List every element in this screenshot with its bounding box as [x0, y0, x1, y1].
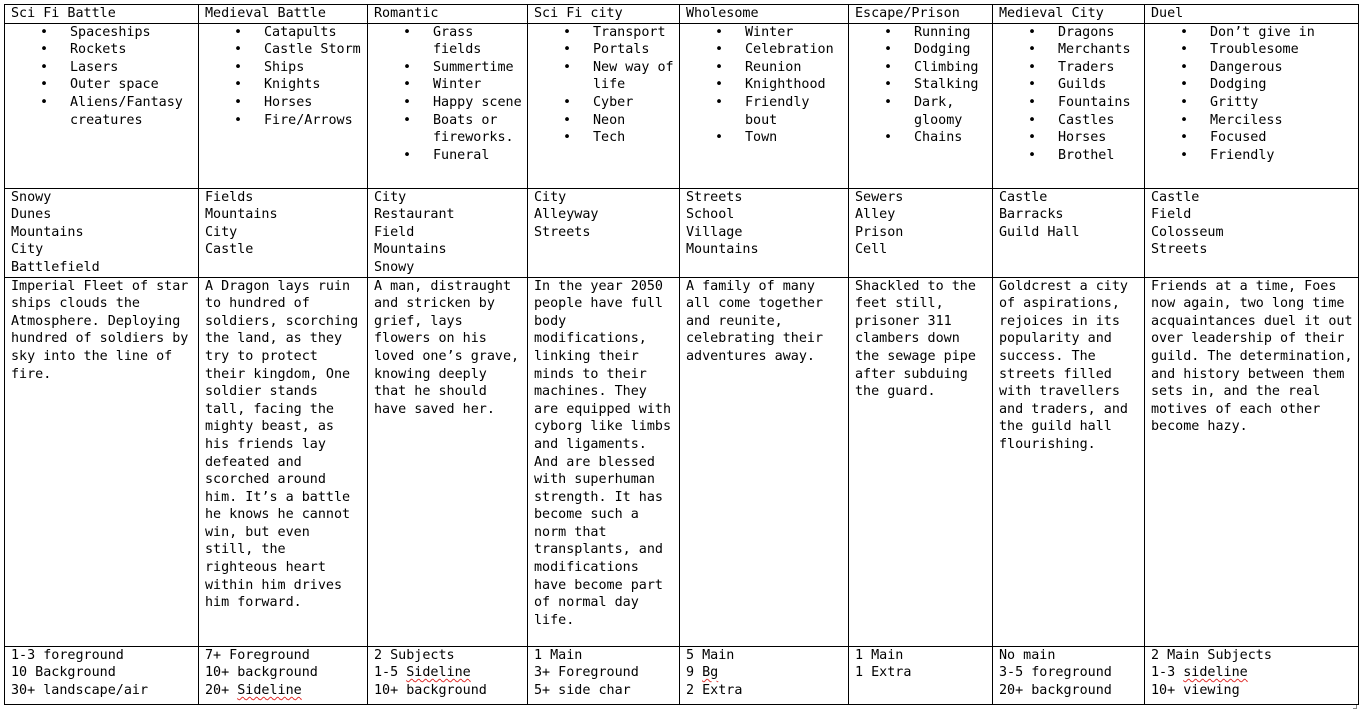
cell-line: Alley: [855, 207, 896, 223]
keywords-cell[interactable]: [368, 23, 528, 188]
bullet-item: • Portals: [534, 41, 675, 59]
cell-line: City: [205, 224, 238, 240]
column-header[interactable]: Romantic: [368, 5, 528, 24]
description-cell[interactable]: Shackled to the feet still, prisoner 311 clambers down the sewage pipe after subduing the guard.: [849, 277, 993, 646]
bullet-item: • Don’t give in: [1151, 24, 1354, 42]
bullet-item: • Friendly: [1151, 147, 1354, 165]
description-cell[interactable]: A family of many all come together and reunite, celebrating their adventures away.: [680, 277, 849, 646]
bullet-item: • Winter: [374, 76, 523, 94]
cell-line: City: [11, 242, 44, 258]
column-header[interactable]: Medieval City: [993, 5, 1145, 24]
column-header[interactable]: Sci Fi city: [528, 5, 680, 24]
bullet-item: • Lasers: [11, 59, 194, 77]
cell-line: Cell: [855, 242, 888, 258]
bullet-item: • Friendly bout: [686, 94, 844, 129]
cell-line: Restaurant: [374, 207, 455, 223]
keywords-cell[interactable]: [849, 23, 993, 188]
cell-line: Streets: [534, 224, 591, 240]
bullet-item: • Catapults: [205, 24, 363, 42]
bullet-item: • Dodging: [1151, 76, 1354, 94]
column-header[interactable]: Wholesome: [680, 5, 849, 24]
bullet-item: • Knights: [205, 76, 363, 94]
description-cell[interactable]: Imperial Fleet of star ships clouds the Atmosphere. Deploying hundred of soldiers by sky into the line of fire.: [5, 277, 199, 646]
bullet-item: • Gritty: [1151, 94, 1354, 112]
bullet-item: • Summertime: [374, 59, 523, 77]
bullet-item: • Ships: [205, 59, 363, 77]
keyword-list: [205, 24, 363, 130]
column-header[interactable]: Duel: [1145, 5, 1359, 24]
bullet-item: • Merciless: [1151, 112, 1354, 130]
cell-line: 9 Bg: [686, 665, 719, 681]
cell-line: Mountains: [11, 224, 84, 240]
cell-line: 10+ background: [205, 665, 318, 681]
bullet-item: • Focused: [1151, 129, 1354, 147]
keywords-cell[interactable]: [528, 23, 680, 188]
keyword-list: [11, 24, 194, 130]
counts-cell[interactable]: [680, 646, 849, 704]
locations-cell[interactable]: [199, 188, 368, 277]
keywords-cell[interactable]: [199, 23, 368, 188]
cell-line: 1 Extra: [855, 665, 912, 681]
page-corner-mark: [1353, 705, 1357, 709]
keyword-list: [686, 24, 844, 147]
cell-line: 1-3 sideline: [1151, 665, 1248, 681]
cell-line: Streets: [1151, 242, 1208, 258]
bullet-item: • Brothel: [999, 147, 1140, 165]
description-cell[interactable]: A Dragon lays ruin to hundred of soldiers, scorching the land, as they try to protect their kingdom, One soldier stands tall, facing the mighty beast, as his friends lay defeated and scorched around him. It’s a battle he knows he cannot win, but even still, the righteous heart within him drives him forward.: [199, 277, 368, 646]
cell-line: 5 Main: [686, 647, 735, 663]
cell-line: 3+ Foreground: [534, 665, 639, 681]
cell-line: 10+ viewing: [1151, 682, 1240, 698]
bullet-item: • Cyber: [534, 94, 675, 112]
cell-line: Streets: [686, 189, 743, 205]
cell-line: Village: [686, 224, 743, 240]
cell-line: 1 Main: [534, 647, 583, 663]
cell-line: Castle: [1151, 189, 1200, 205]
counts-row: [5, 646, 1359, 704]
counts-cell[interactable]: [528, 646, 680, 704]
cell-line: Alleyway: [534, 207, 599, 223]
cell-line: Snowy: [374, 259, 415, 275]
bullet-item: • Merchants: [999, 41, 1140, 59]
bullet-item: • Reunion: [686, 59, 844, 77]
keyword-list: [1151, 24, 1354, 165]
keywords-row: [5, 23, 1359, 188]
bullet-item: • Outer space: [11, 76, 194, 94]
bullet-item: • Winter: [686, 24, 844, 42]
bullet-item: • Dark, gloomy: [855, 94, 988, 129]
bullet-item: • Town: [686, 129, 844, 147]
header-row: [5, 5, 1359, 24]
description-row: [5, 277, 1359, 646]
cell-line: 20+ Sideline: [205, 682, 302, 698]
bullet-item: • New way of life: [534, 59, 675, 94]
cell-line: Snowy: [11, 189, 52, 205]
bullet-item: • Castle Storm: [205, 41, 363, 59]
counts-cell[interactable]: [993, 646, 1145, 704]
bullet-item: • Stalking: [855, 76, 988, 94]
cell-line: 1 Main: [855, 647, 904, 663]
cell-line: 1-3 foreground: [11, 647, 124, 663]
bullet-item: • Dragons: [999, 24, 1140, 42]
cell-line: Mountains: [205, 207, 278, 223]
keyword-list: [534, 24, 675, 147]
bullet-item: • Rockets: [11, 41, 194, 59]
bullet-item: • Transport: [534, 24, 675, 42]
cell-line: Fields: [205, 189, 254, 205]
bullet-item: • Happy scene: [374, 94, 523, 112]
column-header[interactable]: Escape/Prison: [849, 5, 993, 24]
locations-cell[interactable]: [528, 188, 680, 277]
bullet-item: • Troublesome: [1151, 41, 1354, 59]
cell-line: School: [686, 207, 735, 223]
column-header[interactable]: Medieval Battle: [199, 5, 368, 24]
bullet-item: • Castles: [999, 112, 1140, 130]
bullet-item: • Dangerous: [1151, 59, 1354, 77]
scene-ideas-table: [4, 4, 1359, 705]
cell-line: Dunes: [11, 207, 52, 223]
counts-cell[interactable]: [849, 646, 993, 704]
bullet-item: • Guilds: [999, 76, 1140, 94]
cell-line: Mountains: [374, 242, 447, 258]
keywords-cell[interactable]: [1145, 23, 1359, 188]
cell-line: 30+ landscape/air: [11, 682, 149, 698]
spellcheck-underline: Bg: [702, 665, 719, 681]
keyword-list: [855, 24, 988, 147]
spellcheck-underline: sideline: [1183, 665, 1248, 681]
bullet-item: • Boats or fireworks.: [374, 112, 523, 147]
bullet-item: • Celebration: [686, 41, 844, 59]
bullet-item: • Traders: [999, 59, 1140, 77]
bullet-item: • Aliens/Fantasy creatures: [11, 94, 194, 129]
cell-line: Prison: [855, 224, 904, 240]
description-cell[interactable]: Goldcrest a city of aspirations, rejoices in its popularity and success. The streets filled with travellers and traders, and the guild hall flourishing.: [993, 277, 1145, 646]
locations-cell[interactable]: [680, 188, 849, 277]
description-cell[interactable]: In the year 2050 people have full body modifications, linking their minds to their machines. They are equipped with cyborg like limbs and ligaments. And are blessed with superhuman strength. It has become such a norm that transplants, and modifications have become part of normal day life.: [528, 277, 680, 646]
description-cell[interactable]: A man, distraught and stricken by grief, lays flowers on his loved one’s grave, knowing deeply that he should have saved her.: [368, 277, 528, 646]
cell-line: 1-5 Sideline: [374, 665, 471, 681]
column-header[interactable]: Sci Fi Battle: [5, 5, 199, 24]
cell-line: 10 Background: [11, 665, 116, 681]
locations-cell[interactable]: [993, 188, 1145, 277]
cell-line: City: [534, 189, 567, 205]
cell-line: Field: [374, 224, 415, 240]
cell-line: Colosseum: [1151, 224, 1224, 240]
cell-line: Battlefield: [11, 259, 100, 275]
locations-row: [5, 188, 1359, 277]
keywords-cell[interactable]: [993, 23, 1145, 188]
spellcheck-underline: Sideline: [406, 665, 471, 681]
cell-line: Mountains: [686, 242, 759, 258]
locations-cell[interactable]: [849, 188, 993, 277]
bullet-item: • Dodging: [855, 41, 988, 59]
bullet-item: • Tech: [534, 129, 675, 147]
keywords-cell[interactable]: [680, 23, 849, 188]
cell-line: 3-5 foreground: [999, 665, 1112, 681]
keyword-list: [374, 24, 523, 165]
spellcheck-underline: Sideline: [237, 682, 302, 698]
description-cell[interactable]: Friends at a time, Foes now again, two long time acquaintances duel it out over leadership of their guild. The determination, and history between them sets in, and the real motives of each other become hazy.: [1145, 277, 1359, 646]
locations-cell[interactable]: [1145, 188, 1359, 277]
cell-line: 7+ Foreground: [205, 647, 310, 663]
cell-line: Castle: [205, 242, 254, 258]
cell-line: City: [374, 189, 407, 205]
bullet-item: • Spaceships: [11, 24, 194, 42]
cell-line: 5+ side char: [534, 682, 631, 698]
cell-line: Guild Hall: [999, 224, 1080, 240]
cell-line: 2 Main Subjects: [1151, 647, 1272, 663]
bullet-item: • Neon: [534, 112, 675, 130]
bullet-item: • Grass fields: [374, 24, 523, 59]
cell-line: Sewers: [855, 189, 904, 205]
bullet-item: • Running: [855, 24, 988, 42]
keyword-list: [999, 24, 1140, 165]
counts-cell[interactable]: [1145, 646, 1359, 704]
counts-cell[interactable]: [199, 646, 368, 704]
bullet-item: • Fountains: [999, 94, 1140, 112]
bullet-item: • Chains: [855, 129, 988, 147]
counts-cell[interactable]: [5, 646, 199, 704]
bullet-item: • Climbing: [855, 59, 988, 77]
cell-line: 2 Subjects: [374, 647, 455, 663]
bullet-item: • Horses: [999, 129, 1140, 147]
cell-line: 10+ background: [374, 682, 487, 698]
bullet-item: • Funeral: [374, 147, 523, 165]
locations-cell[interactable]: [368, 188, 528, 277]
counts-cell[interactable]: [368, 646, 528, 704]
bullet-item: • Horses: [205, 94, 363, 112]
cell-line: No main: [999, 647, 1056, 663]
bullet-item: • Knighthood: [686, 76, 844, 94]
cell-line: 2 Extra: [686, 682, 743, 698]
bullet-item: • Fire/Arrows: [205, 112, 363, 130]
cell-line: 20+ background: [999, 682, 1112, 698]
cell-line: Castle: [999, 189, 1048, 205]
cell-line: Barracks: [999, 207, 1064, 223]
locations-cell[interactable]: [5, 188, 199, 277]
cell-line: Field: [1151, 207, 1192, 223]
keywords-cell[interactable]: [5, 23, 199, 188]
